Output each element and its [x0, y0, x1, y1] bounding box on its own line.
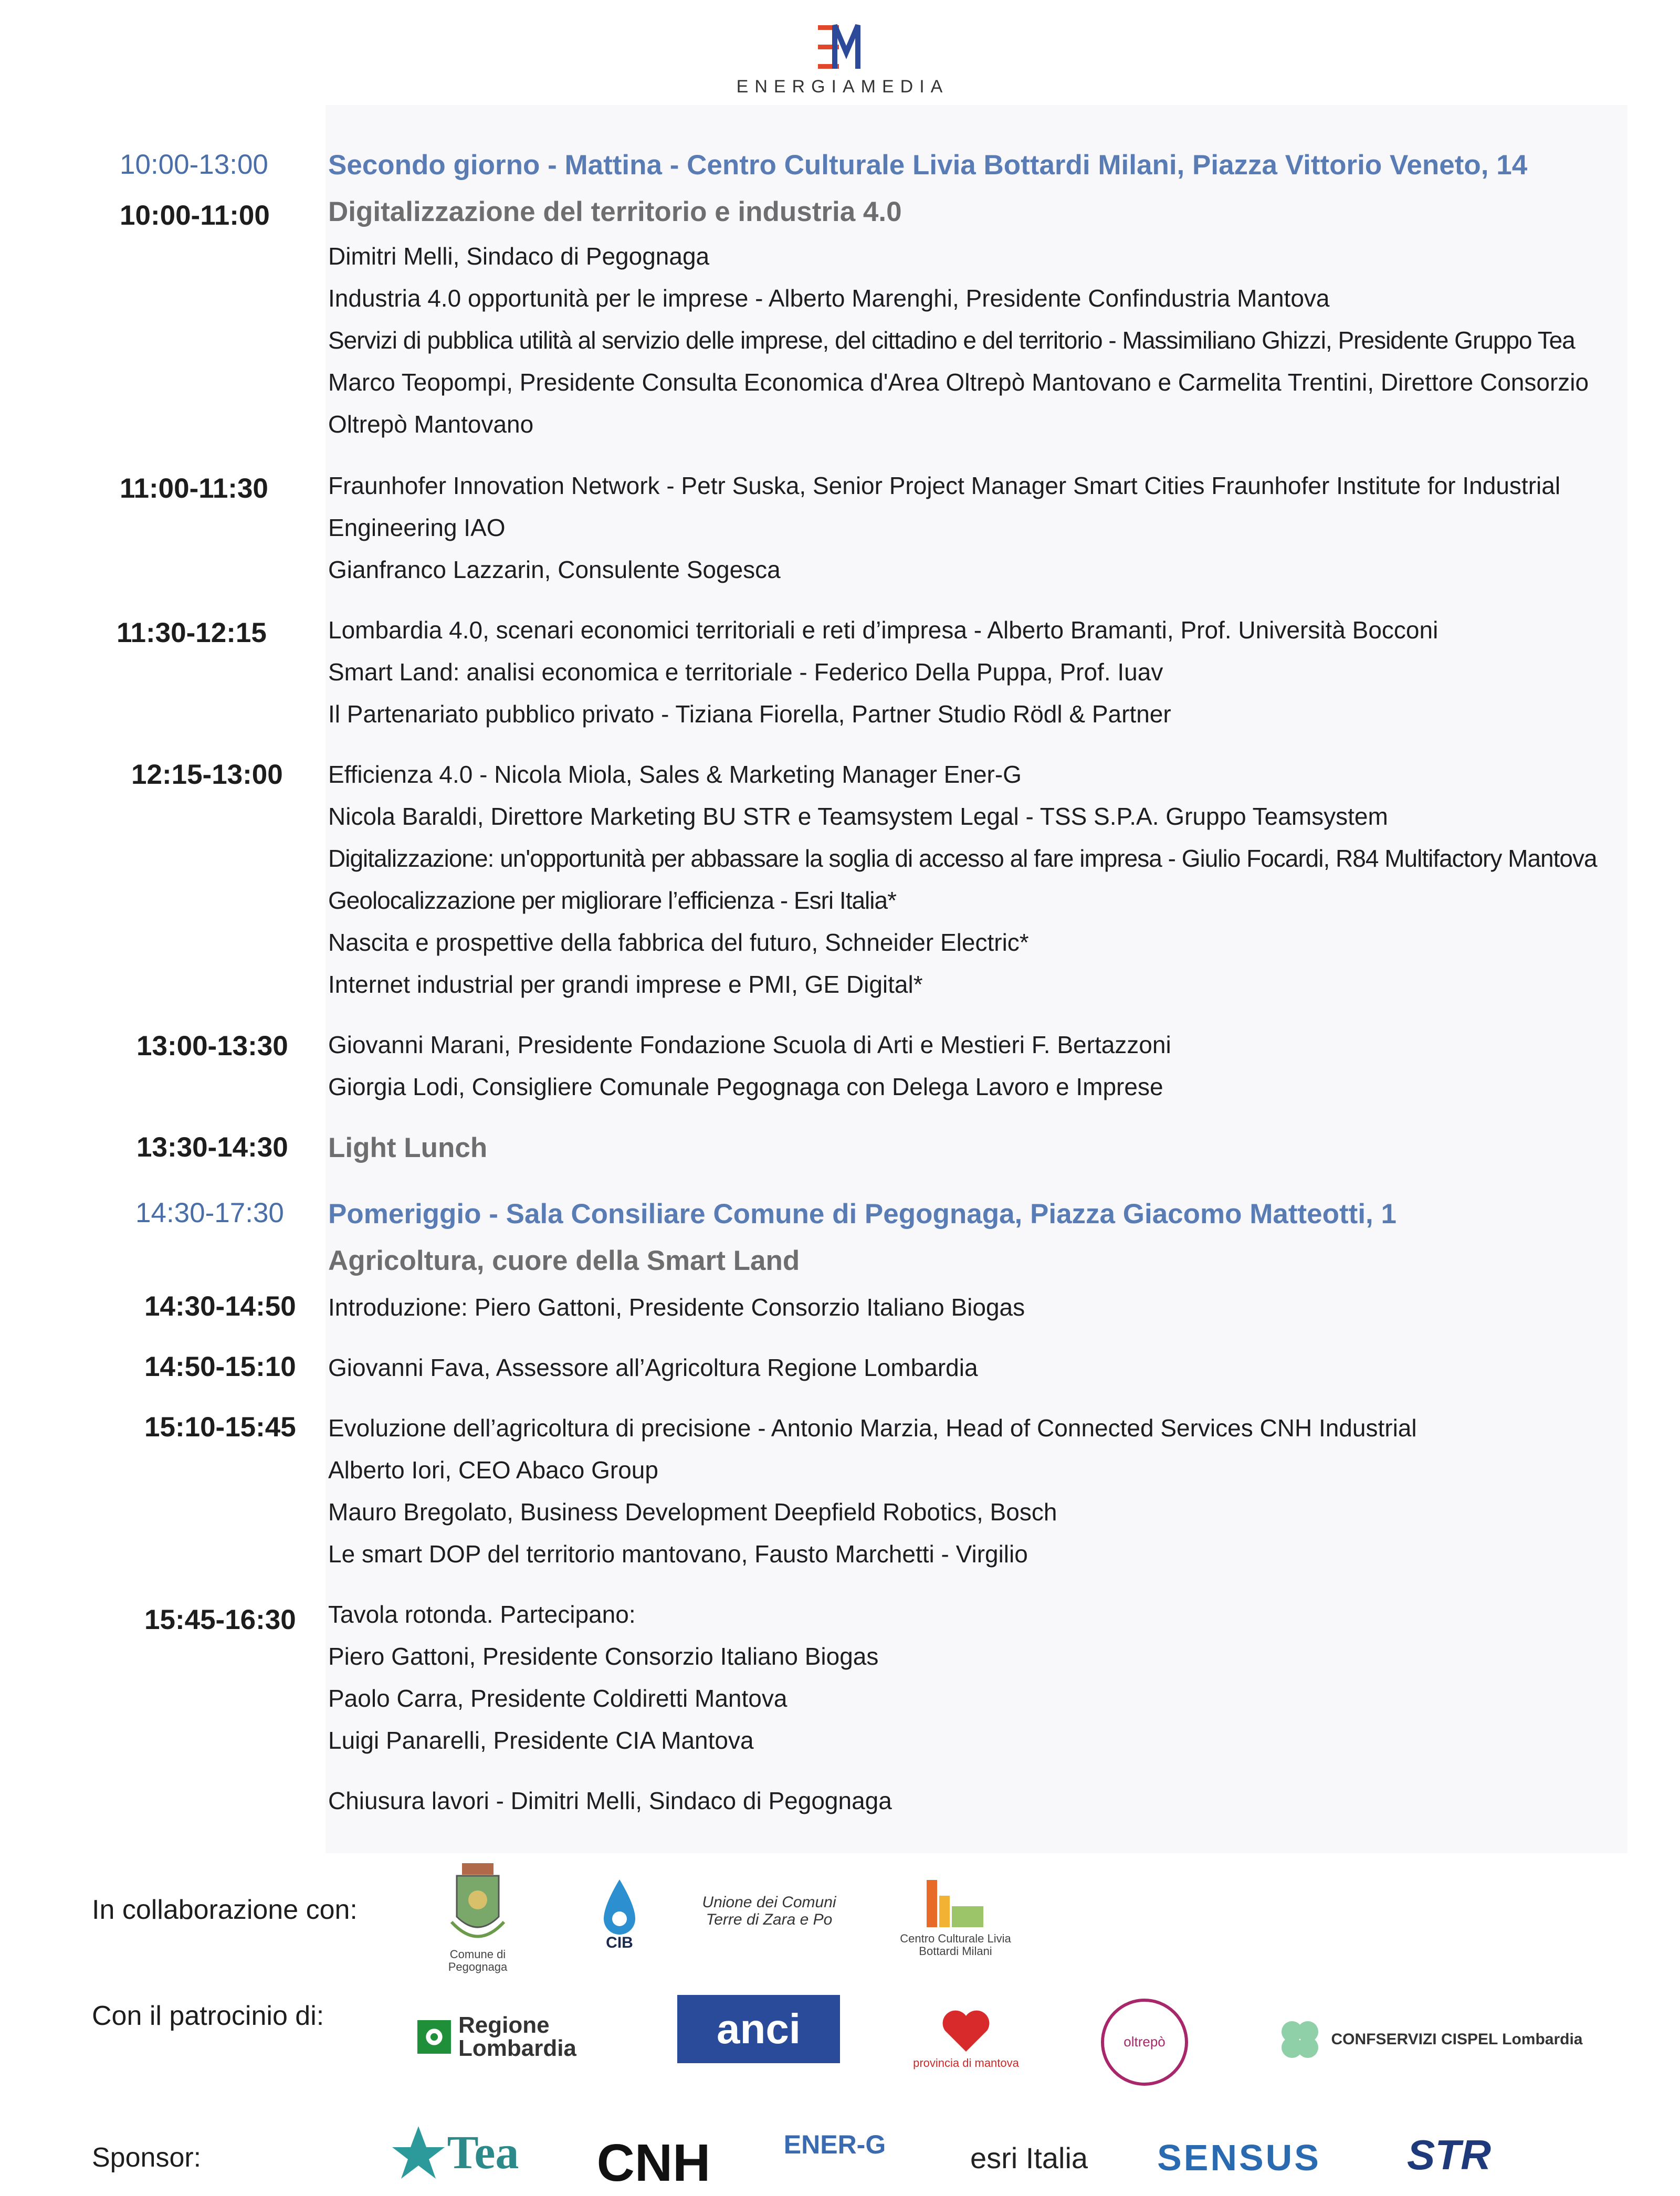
- brand-name: ENERGIAMEDIA: [736, 77, 949, 97]
- svg-text:oltrepò: oltrepò: [1124, 2034, 1166, 2050]
- collab-label: In collaborazione con:: [92, 1895, 358, 1925]
- logo-caption: Regione Lombardia: [458, 2012, 576, 2061]
- session-heading: Light Lunch: [328, 1132, 488, 1163]
- agenda-line: Giovanni Fava, Assessore all’Agricoltura Regione Lombardia: [328, 1354, 978, 1381]
- time-slot: 10:00-13:00: [120, 149, 268, 180]
- oltrepo-mantovano-logo: [1097, 1984, 1192, 2089]
- logo-caption: provincia di mantova: [913, 2056, 1019, 2069]
- agenda-line: Gianfranco Lazzarin, Consulente Sogesca: [328, 556, 781, 583]
- session-heading: Pomeriggio - Sala Consiliare Comune di Pegognaga, Piazza Giacomo Matteotti, 1: [328, 1199, 1396, 1230]
- regione-lombardia-logo: [417, 2005, 612, 2068]
- sensus-logo: [1157, 2126, 1321, 2189]
- agenda-line: Introduzione: Piero Gattoni, Presidente Consorzio Italiano Biogas: [328, 1294, 1025, 1321]
- sponsor-label: Sponsor:: [92, 2142, 202, 2173]
- agenda-line: Paolo Carra, Presidente Coldiretti Mantova: [328, 1685, 788, 1712]
- agenda-line: Il Partenariato pubblico privato - Tiziana Fiorella, Partner Studio Rödl & Partner: [328, 700, 1171, 728]
- logo-caption: anci: [716, 2005, 801, 2052]
- logo-caption: CNH: [596, 2133, 711, 2192]
- ener-g-logo: [766, 2110, 903, 2179]
- session-heading: Secondo giorno - Mattina - Centro Culturale Livia Bottardi Milani, Piazza Vittorio Veneto, 14: [328, 150, 1528, 181]
- agenda-line: Marco Teopompi, Presidente Consulta Economica d'Area Oltrepò Mantovano e Carmelita Trentini, Direttore Consorzio: [328, 369, 1589, 396]
- centro-culturale-logo: [887, 1869, 1024, 1963]
- unione-comuni-logo: [698, 1882, 840, 1940]
- time-slot: 14:30-17:30: [135, 1197, 284, 1228]
- agenda-line: Lombardia 4.0, scenari economici territoriali e reti d’impresa - Alberto Bramanti, Prof. Università Bocconi: [328, 616, 1438, 644]
- gruppo-tea-logo: [368, 2116, 541, 2189]
- agenda-line: Digitalizzazione: un'opportunità per abbassare la soglia di accesso al fare impresa - Giulio Focardi, R84 Multifactory Mantova: [328, 845, 1597, 872]
- agenda-line: Nicola Baraldi, Direttore Marketing BU STR e Teamsystem Legal - TSS S.P.A. Gruppo Teamsystem: [328, 803, 1388, 830]
- agenda-line: Piero Gattoni, Presidente Consorzio Italiano Biogas: [328, 1643, 879, 1670]
- agenda-line: Evoluzione dell’agricoltura di precisione - Antonio Marzia, Head of Connected Services CNH Industrial: [328, 1414, 1417, 1442]
- time-slot: 15:10-15:45: [144, 1412, 296, 1443]
- anci-logo: [677, 1995, 840, 2063]
- logo-caption: ENER-G: [783, 2130, 886, 2159]
- agenda-line: Nascita e prospettive della fabbrica del futuro, Schneider Electric*: [328, 929, 1029, 956]
- logo-caption: SENSUS: [1157, 2137, 1321, 2178]
- comune-di-pegognaga-logo: [420, 1856, 536, 1977]
- agenda-line: Internet industrial per grandi imprese e PMI, GE Digital*: [328, 971, 923, 998]
- agenda-line: Efficienza 4.0 - Nicola Miola, Sales & Marketing Manager Ener-G: [328, 761, 1022, 788]
- esri-italia-logo: [956, 2131, 1102, 2184]
- cnh-industrial-logo: [598, 2131, 709, 2194]
- time-slot: 14:30-14:50: [144, 1291, 296, 1322]
- agenda-line: Engineering IAO: [328, 514, 506, 541]
- patrocinio-label: Con il patrocinio di:: [92, 2001, 324, 2031]
- agenda-line: Giorgia Lodi, Consigliere Comunale Pegognaga con Delega Lavoro e Imprese: [328, 1073, 1163, 1100]
- agenda-line: Le smart DOP del territorio mantovano, Fausto Marchetti - Virgilio: [328, 1540, 1028, 1568]
- drop-icon: [598, 1877, 640, 1956]
- em-icon: [814, 21, 872, 73]
- session-heading: Digitalizzazione del territorio e industria 4.0: [328, 196, 902, 227]
- time-slot: 10:00-11:00: [120, 200, 270, 231]
- circle-icon: [1097, 1984, 1192, 2089]
- agenda-line: Tavola rotonda. Partecipano:: [328, 1601, 636, 1628]
- svg-text:CIB: CIB: [606, 1934, 633, 1951]
- bars-icon: [921, 1875, 990, 1932]
- str-teamsystem-logo: [1386, 2121, 1512, 2189]
- logo-caption: esri Italia: [970, 2141, 1088, 2174]
- agenda-line: Chiusura lavori - Dimitri Melli, Sindaco di Pegognaga: [328, 1787, 892, 1814]
- agenda-line: Giovanni Marani, Presidente Fondazione Scuola di Arti e Mestieri F. Bertazzoni: [328, 1031, 1171, 1058]
- logo-caption: Centro Culturale Livia Bottardi Milani: [900, 1931, 1011, 1958]
- cib-logo: [583, 1864, 656, 1969]
- logo-caption: Unione dei Comuni Terre di Zara e Po: [702, 1894, 836, 1928]
- time-slot: 15:45-16:30: [144, 1604, 296, 1635]
- star-icon: [390, 2124, 447, 2181]
- session-heading: Agricoltura, cuore della Smart Land: [328, 1245, 800, 1276]
- agenda-line: Geolocalizzazione per migliorare l’efficienza - Esri Italia*: [328, 887, 896, 914]
- time-slot: 12:15-13:00: [131, 759, 283, 790]
- agenda-line: Oltrepò Mantovano: [328, 411, 534, 438]
- time-slot: 14:50-15:10: [144, 1351, 296, 1382]
- coat-of-arms-icon: [446, 1859, 509, 1948]
- agenda-line: Industria 4.0 opportunità per le imprese - Alberto Marenghi, Presidente Confindustria Mantova: [328, 285, 1330, 312]
- rose-icon: [417, 2013, 451, 2061]
- logo-caption: STR: [1407, 2131, 1491, 2178]
- agenda-line: Servizi di pubblica utilità al servizio delle imprese, del cittadino e del territorio - Massimiliano Ghizzi, Presidente Gruppo Tea: [328, 327, 1575, 354]
- time-slot: 13:30-14:30: [136, 1132, 288, 1163]
- confservizi-logo: [1260, 2011, 1596, 2068]
- agenda-line: Alberto Iori, CEO Abaco Group: [328, 1456, 658, 1484]
- time-slot: 13:00-13:30: [136, 1031, 288, 1062]
- logo-caption: CONFSERVIZI CISPEL Lombardia: [1331, 2031, 1583, 2048]
- agenda-line: Mauro Bregolato, Business Development Deepfield Robotics, Bosch: [328, 1498, 1057, 1526]
- provincia-mantova-logo: [903, 1995, 1029, 2079]
- clover-icon: [1274, 2013, 1326, 2066]
- agenda-line: Fraunhofer Innovation Network - Petr Suska, Senior Project Manager Smart Cities Fraunhofer Institute for Industrial: [328, 472, 1561, 499]
- logo-caption: Comune di Pegognaga: [448, 1947, 508, 1973]
- heart-icon: [940, 2004, 992, 2057]
- time-slot: 11:30-12:15: [117, 617, 267, 648]
- agenda-line: Luigi Panarelli, Presidente CIA Mantova: [328, 1727, 754, 1754]
- logo-caption: Tea: [447, 2126, 519, 2179]
- agenda-line: Smart Land: analisi economica e territoriale - Federico Della Puppa, Prof. Iuav: [328, 658, 1163, 686]
- agenda-line: Dimitri Melli, Sindaco di Pegognaga: [328, 243, 710, 270]
- time-slot: 11:00-11:30: [120, 473, 268, 504]
- energiamedia-logo: [732, 21, 953, 97]
